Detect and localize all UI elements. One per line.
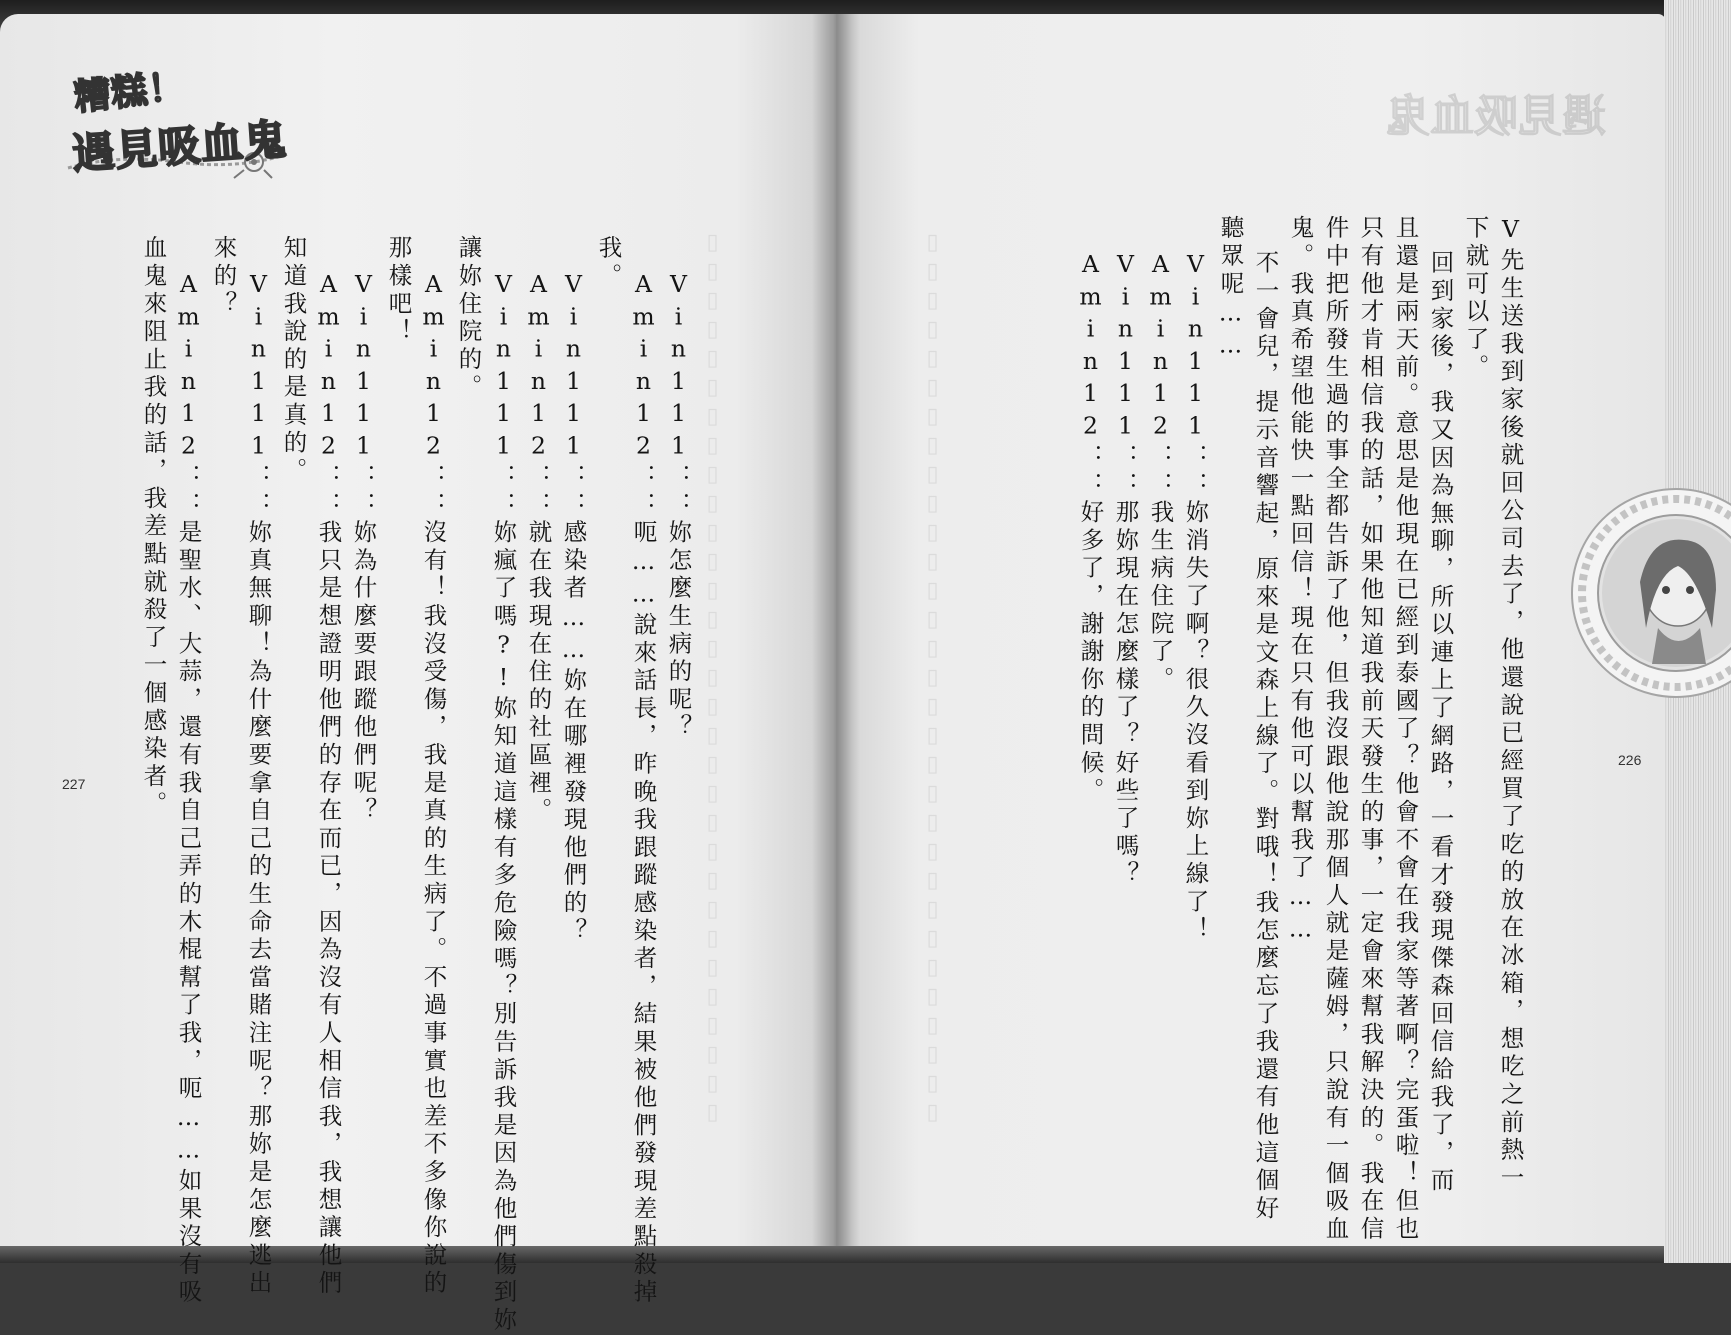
bleed-through-text: ▯▯▯▯▯▯▯▯▯▯▯▯▯▯▯▯▯▯▯▯▯▯▯▯▯▯▯▯▯▯▯ [700,230,725,1129]
right-page [836,14,1666,1246]
text-column: 血鬼來阻止我的話，我差點就殺了一個感染者。 [139,235,168,819]
text-column: Amin12：：沒有！我沒受傷，我是真的生病了。不過事實也差不多像你說的 [419,270,448,1298]
book-gutter [812,14,860,1246]
text-column: Vin111：：妳真無聊！為什麼要拿自己的生命去當賭注呢？那妳是怎麼逃出 [244,270,273,1298]
text-column: 回到家後，我又因為無聊，所以連上了網路，一看才發現傑森回信給我了，而 [1426,250,1455,1196]
text-column: 下就可以了。 [1461,215,1490,382]
text-column: 我。 [594,235,623,291]
logo-title-line2: 遇見吸血鬼 [70,114,289,179]
lace-medallion [1566,478,1731,708]
text-column: 來的？ [209,235,238,319]
text-column: 知道我說的是真的。 [279,235,308,486]
text-column: 只有他才肯相信我的話，如果他知道我前天發生的事，一定會來幫我解決的。我在信 [1356,215,1385,1244]
text-column: 且還是兩天前。意思是他現在已經到泰國了？他會不會在我家等著啊？完蛋啦！但也 [1391,215,1420,1244]
logo-title-line1: 糟糕！ [72,66,188,119]
page-number-right: 226 [1618,752,1642,768]
text-column: Vin111：：妳怎麼生病的呢？ [664,270,693,742]
text-column: Amin12：：我生病住院了。 [1146,250,1175,694]
text-column: Amin12：：是聖水、大蒜，還有我自己弄的木棍幫了我，呃……如果沒有吸 [174,270,203,1307]
bleed-through-text: ▯▯▯▯▯▯▯▯▯▯▯▯▯▯▯▯▯▯▯▯▯▯▯▯▯▯▯▯▯▯▯ [920,230,945,1129]
text-column: Vin111：：妳為什麼要跟蹤他們呢？ [349,270,378,826]
text-column: 聽眾呢…… [1216,215,1245,363]
text-column: 件中把所發生過的事全都告訴了他，但我沒跟他說那個人就是薩姆，只說有一個吸血 [1321,215,1350,1244]
text-column: Amin12：：就在我現在住的社區裡。 [524,270,553,826]
text-column: 鬼。我真希望他能快一點回信！現在只有他可以幫我了…… [1286,215,1315,947]
text-column: Vin111：：那妳現在怎麼樣了？好些了嗎？ [1111,250,1140,889]
page-number-left: 227 [62,776,86,792]
text-column: 不一會兒，提示音響起，原來是文森上線了。對哦！我怎麼忘了我還有他這個好 [1251,250,1280,1223]
text-column: Amin12：：好多了，謝謝你的問候。 [1076,250,1105,806]
text-column: Vin111：：感染者……妳在哪裡發現他們的？ [559,270,588,946]
text-column: Amin12：：呃……說來話長，昨晚我跟蹤感染者，結果被他們發現差點殺掉 [629,270,658,1307]
text-column: V先生送我到家後就回公司去了，他還說已經買了吃的放在冰箱，想吃之前熱一 [1496,215,1525,1193]
text-column: 讓妳住院的。 [454,235,483,402]
ghost-logo-watermark [1380,60,1630,150]
text-column: Vin111：：妳瘋了嗎?!妳知道這樣有多危險嗎？別告訴我是因為他們傷到妳 [489,270,518,1335]
text-column: 那樣吧！ [384,235,413,347]
series-logo [58,50,298,180]
girl-portrait-icon [1566,478,1731,708]
ghost-logo-text: 遇見吸血鬼 [1386,91,1606,142]
text-column: Vin111：：妳消失了啊？很久沒看到妳上線了！ [1181,250,1210,945]
text-column: Amin12：：我只是想證明他們的存在而已，因為沒有人相信我，我想讓他們 [314,270,343,1298]
